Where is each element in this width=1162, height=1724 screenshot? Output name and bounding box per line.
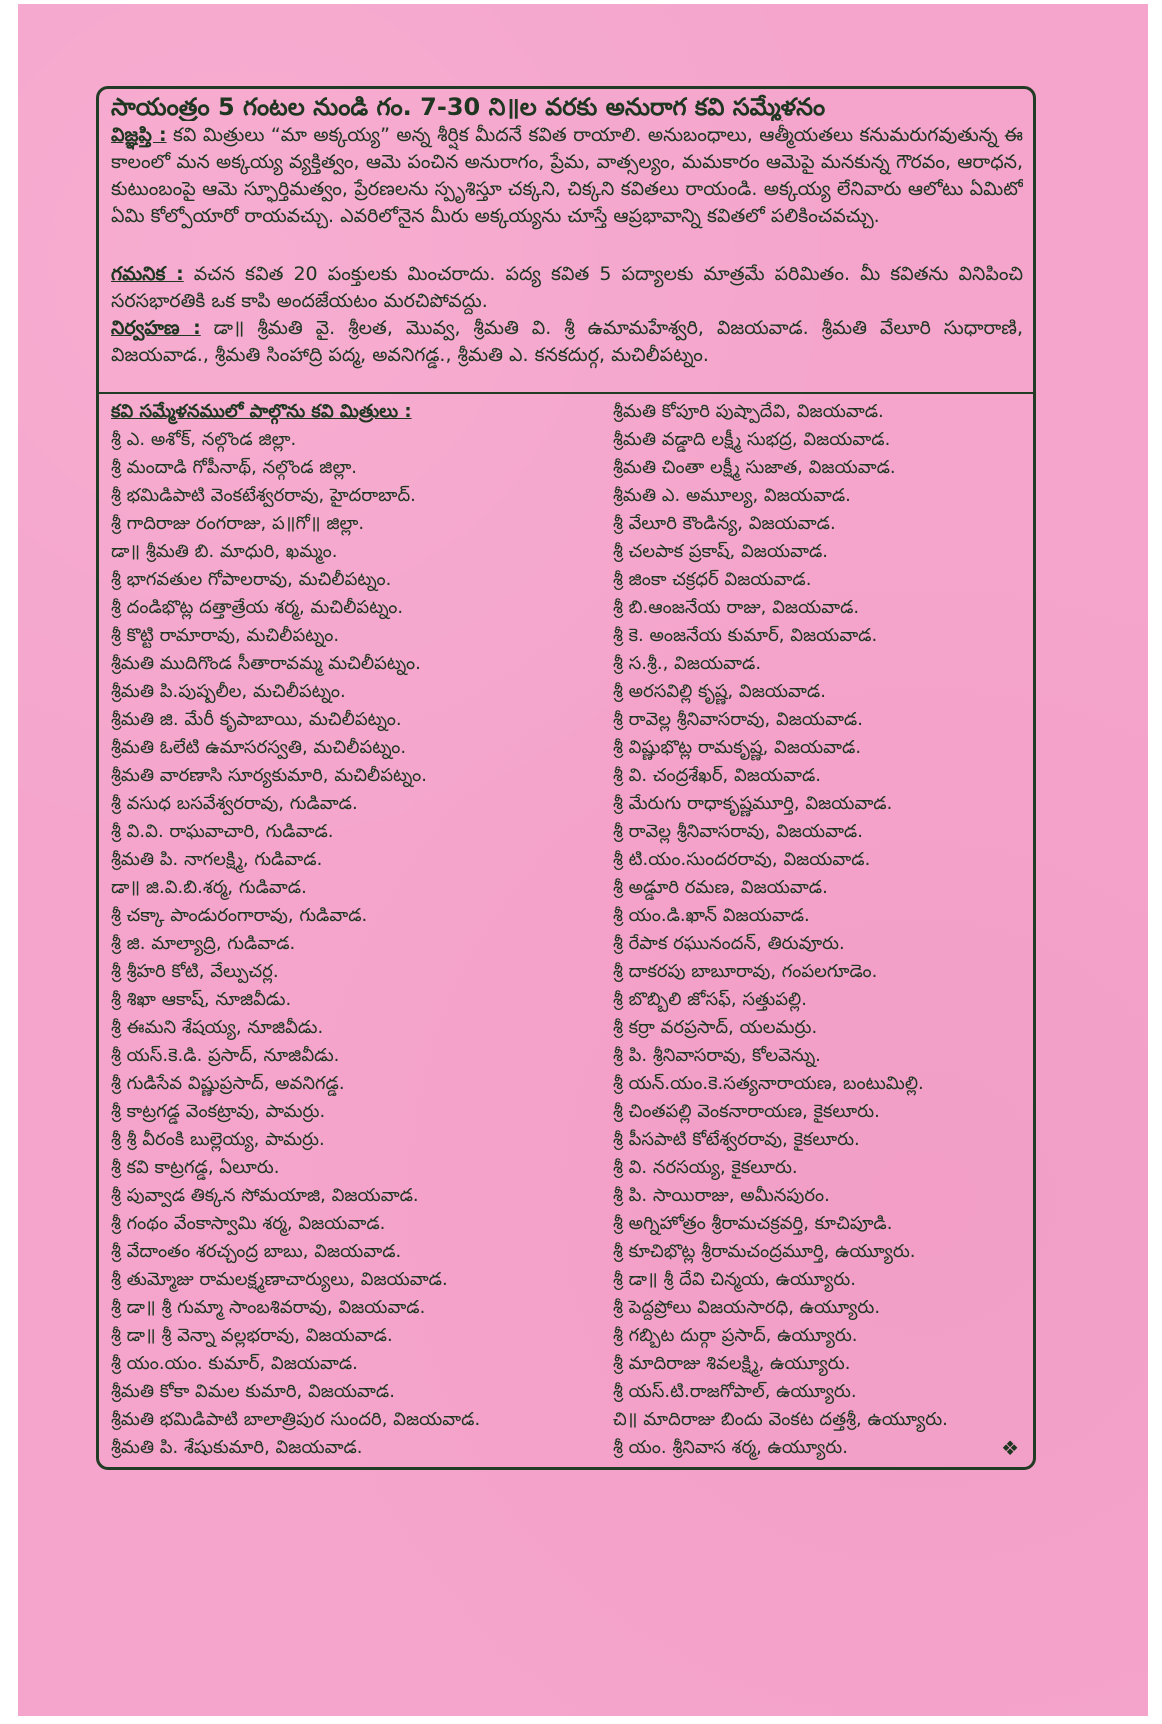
poet-row xyxy=(111,1406,591,1434)
poet-row xyxy=(613,1182,1025,1210)
poet-row xyxy=(613,846,1025,874)
poet-row xyxy=(111,902,591,930)
poet-row xyxy=(111,1294,591,1322)
poet-name: శ్రీమతి పి.పుష్పలీల, మచిలీపట్నం. xyxy=(111,681,346,702)
poet-row xyxy=(613,426,1025,454)
poet-row xyxy=(613,594,1025,622)
poet-row xyxy=(111,1378,591,1406)
poet-row xyxy=(613,930,1025,958)
poet-name: డా॥ శ్రీమతి బి. మాధురి, ఖమ్మం. xyxy=(111,541,338,562)
poet-name: శ్రీమతి వడ్డాది లక్ష్మీ సుభద్ర, విజయవాడ. xyxy=(613,429,891,450)
poet-row xyxy=(613,678,1025,706)
poet-name: శ్రీ కవి కాట్రగడ్డ, ఏలూరు. xyxy=(111,1157,280,1178)
poet-row xyxy=(111,622,591,650)
poet-name: శ్రీమతి కోపూరి పుష్పాదేవి, విజయవాడ. xyxy=(613,401,884,422)
poet-name: శ్రీ పి. సాయిరాజు, అమీనపురం. xyxy=(613,1185,830,1206)
poet-row xyxy=(111,1350,591,1378)
poet-row xyxy=(613,1014,1025,1042)
note-text: వచన కవిత 20 పంక్తులకు మించరాదు. పద్య కవిత 5 పద్యాలకు మాత్రమే పరిమితం. మీ కవితను వినిపించి సరసభారతికి ఒక కాపి అందజేయటం మరచిపోవద్దు. xyxy=(111,263,1023,312)
poet-row xyxy=(111,734,591,762)
poet-name: శ్రీ గంథం వేంకాస్వామి శర్మ, విజయవాడ. xyxy=(111,1213,386,1234)
poet-name: శ్రీ వి.వి. రాఘవాచారి, గుడివాడ. xyxy=(111,821,334,842)
poet-row xyxy=(613,1098,1025,1126)
poet-name: శ్రీ పెద్దప్రోలు విజయసారధి, ఉయ్యూరు. xyxy=(613,1297,881,1318)
poet-name: శ్రీ యం. శ్రీనివాస శర్మ, ఉయ్యూరు. xyxy=(613,1437,848,1458)
poet-name: శ్రీ డా॥ శ్రీ గుమ్మా సాంబశివరావు, విజయవాడ. xyxy=(111,1297,426,1318)
poet-row xyxy=(111,454,591,482)
poet-row xyxy=(111,1266,591,1294)
poet-name: శ్రీ గాదిరాజు రంగరాజు, ప॥గో॥ జిల్లా. xyxy=(111,513,365,534)
program-title: సాయంత్రం 5 గంటల నుండి గం. 7-30 ని॥ల వరకు అనురాగ కవి సమ్మేళనం xyxy=(111,93,826,121)
poet-name: శ్రీ కాట్రగడ్డ వెంకట్రావు, పామర్రు. xyxy=(111,1101,326,1122)
poet-name: శ్రీ వసుధ బసవేశ్వరరావు, గుడివాడ. xyxy=(111,793,358,814)
poet-name: శ్రీ రావెల్ల శ్రీనివాసరావు, విజయవాడ. xyxy=(613,709,863,730)
poet-row xyxy=(613,1406,1025,1434)
poet-row xyxy=(111,482,591,510)
poet-row xyxy=(111,1210,591,1238)
poet-name: శ్రీ మందాడి గోపీనాథ్, నల్గొండ జిల్లా. xyxy=(111,457,358,478)
poet-row xyxy=(111,510,591,538)
poet-name: శ్రీ కూచిభొట్ల శ్రీరామచంద్రమూర్తి, ఉయ్యూరు. xyxy=(613,1241,916,1262)
poet-row xyxy=(613,902,1025,930)
poet-row xyxy=(111,426,591,454)
poet-row xyxy=(111,818,591,846)
poet-row xyxy=(111,1238,591,1266)
poet-name: శ్రీ శ్రీహరి కోటి, వేల్పుచర్ల. xyxy=(111,961,279,982)
poet-name: శ్రీమతి జి. మేరీ కృపాబాయి, మచిలీపట్నం. xyxy=(111,709,402,730)
poet-name: శ్రీమతి భమిడిపాటి బాలాత్రిపుర సుందరి, విజయవాడ. xyxy=(111,1409,481,1430)
poet-name: శ్రీ చక్కా పాండురంగారావు, గుడివాడ. xyxy=(111,905,368,926)
poet-name: శ్రీ అడ్డూరి రమణ, విజయవాడ. xyxy=(613,877,828,898)
poet-row xyxy=(613,1042,1025,1070)
poet-row xyxy=(613,706,1025,734)
poet-name: శ్రీ కె. అంజనేయ కుమార్, విజయవాడ. xyxy=(613,625,878,646)
poet-name: శ్రీ మాదిరాజు శివలక్ష్మి, ఉయ్యూరు. xyxy=(613,1353,851,1374)
poet-row xyxy=(613,1126,1025,1154)
poet-name: శ్రీ పి. శ్రీనివాసరావు, కోలవెన్ను. xyxy=(613,1045,821,1066)
poet-row xyxy=(613,1210,1025,1238)
poet-row xyxy=(111,1014,591,1042)
poet-row xyxy=(613,1070,1025,1098)
poet-row xyxy=(613,398,1025,426)
poet-name: శ్రీ శిఖా ఆకాష్, నూజివీడు. xyxy=(111,989,292,1010)
poet-name: శ్రీ దాకరపు బాబూరావు, గంపలగూడెం. xyxy=(613,961,878,982)
poet-row xyxy=(613,650,1025,678)
poet-row xyxy=(613,734,1025,762)
poet-name: శ్రీమతి చింతా లక్ష్మీ సుజాత, విజయవాడ. xyxy=(613,457,896,478)
poet-row xyxy=(613,622,1025,650)
poet-row xyxy=(111,1126,591,1154)
poet-row xyxy=(111,874,591,902)
poet-name: శ్రీ యం.యం. కుమార్, విజయవాడ. xyxy=(111,1353,358,1374)
poet-row xyxy=(613,1294,1025,1322)
poet-row xyxy=(613,874,1025,902)
request-text: కవి మిత్రులు “మా అక్కయ్య” అన్న శీర్షిక మీదనే కవిత రాయాలి. అనుబంధాలు, ఆత్మీయతలు కనుమరుగవుతున్న ఈ కాలంలో మన అక్కయ్య వ్యక్తిత్వం, ఆమె పంచిన అనురాగం, ప్రేమ, వాత్సల్యం, మమకారం ఆమెపై మనకున్న గౌరవం, ఆరాధన, కుటుంబంపై ఆమె స్ఫూర్తిమత్వం, ప్రేరణలను స్పృశిస్తూ చక్కని, చిక్కని కవితలు రాయండి. అక్కయ్య లేనివారు ఆలోటు ఏమిటో ఏమి కోల్పోయారో రాయవచ్చు. ఎవరిలోనైన మీరు అక్కయ్యను చూస్తే ఆప్రభావాన్ని కవితలో పలికించవచ్చు. xyxy=(111,124,1023,227)
poet-name: శ్రీ యం.డి.ఖాన్ విజయవాడ. xyxy=(613,905,810,926)
poet-row xyxy=(613,510,1025,538)
poet-row xyxy=(613,790,1025,818)
poet-row xyxy=(111,1182,591,1210)
poet-name: శ్రీమతి ఓలేటి ఉమాసరస్వతి, మచిలీపట్నం. xyxy=(111,737,407,758)
poet-row xyxy=(111,678,591,706)
poet-name: శ్రీమతి పి. శేషుకుమారి, విజయవాడ. xyxy=(111,1437,363,1458)
poet-row xyxy=(111,958,591,986)
poet-row xyxy=(613,1434,1025,1462)
poet-name: శ్రీ విష్ణుభొట్ల రామకృష్ణ, విజయవాడ. xyxy=(613,737,862,758)
poet-name: శ్రీ శ్రీ వీరంకి బుల్లెయ్య, పామర్రు. xyxy=(111,1129,325,1150)
poet-name: శ్రీ కొట్టి రామారావు, మచిలీపట్నం. xyxy=(111,625,340,646)
poet-row xyxy=(111,790,591,818)
poet-name: శ్రీ రేపాక రఘునందన్, తిరువూరు. xyxy=(613,933,845,954)
poet-name: శ్రీ మేరుగు రాధాకృష్ణమూర్తి, విజయవాడ. xyxy=(613,793,893,814)
poet-name: శ్రీ డా॥ శ్రీ వెన్నా వల్లభరావు, విజయవాడ. xyxy=(111,1325,393,1346)
poet-name: శ్రీ తుమ్మోజు రామలక్ష్మణాచార్యులు, విజయవాడ. xyxy=(111,1269,448,1290)
poet-row xyxy=(613,566,1025,594)
poet-row xyxy=(613,958,1025,986)
poet-name: శ్రీమతి పి. నాగలక్ష్మి, గుడివాడ. xyxy=(111,849,323,870)
poet-name: శ్రీ యస్.టి.రాజగోపాల్, ఉయ్యూరు. xyxy=(613,1381,857,1402)
poet-row xyxy=(613,762,1025,790)
poet-name: శ్రీమతి ముదిగొండ సీతారావమ్మ మచిలీపట్నం. xyxy=(111,653,421,674)
poet-row xyxy=(111,930,591,958)
program-box xyxy=(96,86,1036,1470)
poet-row xyxy=(613,482,1025,510)
poet-name: శ్రీ బొబ్బిలి జోసఫ్, సత్తుపల్లి. xyxy=(613,989,807,1010)
poet-name: శ్రీ అరసవిల్లి కృష్ణ, విజయవాడ. xyxy=(613,681,826,702)
poet-row xyxy=(613,1154,1025,1182)
poet-name: శ్రీ యస్.కె.డి. ప్రసాద్, నూజివీడు. xyxy=(111,1045,340,1066)
poet-name: శ్రీ డా॥ శ్రీ దేవి చిన్మయ, ఉయ్యూరు. xyxy=(613,1269,856,1290)
request-notice xyxy=(111,122,1023,257)
poet-name: శ్రీ వి. చంద్రశేఖర్, విజయవాడ. xyxy=(613,765,821,786)
poet-row xyxy=(111,846,591,874)
poet-name: శ్రీ గుడిసేవ విష్ణుప్రసాద్, అవనిగడ్డ. xyxy=(111,1073,345,1094)
poet-name: శ్రీ స.శ్రీ., విజయవాడ. xyxy=(613,653,762,674)
poet-row xyxy=(111,706,591,734)
poet-row xyxy=(111,986,591,1014)
poet-name: శ్రీ భాగవతుల గోపాలరావు, మచిలీపట్నం. xyxy=(111,569,392,590)
ornament-icon xyxy=(1001,1434,1019,1462)
poet-name: శ్రీ అగ్నిహోత్రం శ్రీరామచక్రవర్తి, కూచిపూడి. xyxy=(613,1213,893,1234)
poet-name: శ్రీమతి కోకా విమల కుమారి, విజయవాడ. xyxy=(111,1381,395,1402)
poet-name: శ్రీ చింతపల్లి వెంకనారాయణ, కైకలూరు. xyxy=(613,1101,880,1122)
poet-row xyxy=(111,566,591,594)
poet-row xyxy=(111,1154,591,1182)
poet-row xyxy=(613,538,1025,566)
poet-name: శ్రీ వి. నరసయ్య, కైకలూరు. xyxy=(613,1157,798,1178)
section-divider xyxy=(99,392,1033,394)
poet-row xyxy=(111,594,591,622)
poet-name: శ్రీమతి వారణాసి సూర్యకుమారి, మచిలీపట్నం. xyxy=(111,765,427,786)
poet-name: శ్రీ రావెల్ల శ్రీనివాసరావు, విజయవాడ. xyxy=(613,821,863,842)
poets-heading: కవి సమ్మేళనములో పాల్గొను కవి మిత్రులు : xyxy=(111,401,412,422)
poet-name: శ్రీ భమిడిపాటి వెంకటేశ్వరరావు, హైదరాబాద్. xyxy=(111,485,416,506)
pink-page xyxy=(18,4,1148,1716)
poet-row xyxy=(613,986,1025,1014)
poet-row xyxy=(613,818,1025,846)
poet-name: శ్రీ వేదాంతం శరచ్చంద్ర బాబు, విజయవాడ. xyxy=(111,1241,402,1262)
poet-name: చి॥ మాదిరాజు బిందు వెంకట దత్తశ్రీ, ఉయ్యూరు. xyxy=(613,1409,948,1430)
organizers-text: డా॥ శ్రీమతి వై. శ్రీలత, మొవ్వ, శ్రీమతి వి. శ్రీ ఉమామహేశ్వరి, విజయవాడ. శ్రీమతి వేలూరి సుధారాణి, విజయవాడ., శ్రీమతి సింహాద్రి పద్మ, అవనిగడ్డ., శ్రీమతి ఎ. కనకదుర్గ, మచిలీపట్నం. xyxy=(111,317,1023,366)
poet-name: శ్రీ పీసపాటి కోటేశ్వరరావు, కైకలూరు. xyxy=(613,1129,860,1150)
poet-name: శ్రీ చలపాక ప్రకాష్, విజయవాడ. xyxy=(613,541,828,562)
poet-name: శ్రీ జింకా చక్రధర్ విజయవాడ. xyxy=(613,569,812,590)
poet-row xyxy=(613,1322,1025,1350)
poet-row xyxy=(111,1098,591,1126)
poet-row xyxy=(613,1266,1025,1294)
poet-row xyxy=(613,1378,1025,1406)
poet-name: శ్రీ ఈమని శేషయ్య, నూజివీడు. xyxy=(111,1017,324,1038)
poet-name: శ్రీ పువ్వాడ తిక్కన సోమయాజి, విజయవాడ. xyxy=(111,1185,419,1206)
request-label: విజ్ఞప్తి : xyxy=(111,124,167,146)
note-notice xyxy=(111,261,1023,315)
poet-name: శ్రీ వేలూరి కౌండిన్య, విజయవాడ. xyxy=(613,513,836,534)
poet-name: శ్రీ టి.యం.సుందరరావు, విజయవాడ. xyxy=(613,849,871,870)
poet-row xyxy=(111,538,591,566)
poet-row xyxy=(111,762,591,790)
poet-row xyxy=(111,1042,591,1070)
poet-row xyxy=(111,1322,591,1350)
poet-name: డా॥ జి.వి.బి.శర్మ, గుడివాడ. xyxy=(111,877,307,898)
poet-name: శ్రీ గబ్బిట దుర్గా ప్రసాద్, ఉయ్యూరు. xyxy=(613,1325,858,1346)
poet-name: శ్రీ ఎ. అశోక్, నల్గొండ జిల్లా. xyxy=(111,429,297,450)
poet-name: శ్రీ దండిభొట్ల దత్తాత్రేయ శర్మ, మచిలీపట్నం. xyxy=(111,597,404,618)
poet-name: శ్రీ జి. మాల్యాద్రి, గుడివాడ. xyxy=(111,933,296,954)
note-label: గమనిక : xyxy=(111,263,184,285)
poet-row xyxy=(111,1434,591,1462)
poet-row xyxy=(111,650,591,678)
poet-row xyxy=(613,1238,1025,1266)
poet-row xyxy=(613,1350,1025,1378)
poet-name: శ్రీమతి ఎ. అమూల్య, విజయవాడ. xyxy=(613,485,851,506)
organizers-label: నిర్వహణ : xyxy=(111,317,201,339)
poet-row xyxy=(111,1070,591,1098)
organizers-notice xyxy=(111,315,1023,369)
poets-right-column xyxy=(613,398,1025,1462)
poet-name: శ్రీ బి.ఆంజనేయ రాజు, విజయవాడ. xyxy=(613,597,860,618)
poet-name: శ్రీ యన్.యం.కె.సత్యనారాయణ, బంటుమిల్లి. xyxy=(613,1073,924,1094)
poets-left-column xyxy=(111,398,591,1462)
poet-name: శ్రీ కర్రా వరప్రసాద్, యలమర్రు. xyxy=(613,1017,818,1038)
poet-row xyxy=(613,454,1025,482)
